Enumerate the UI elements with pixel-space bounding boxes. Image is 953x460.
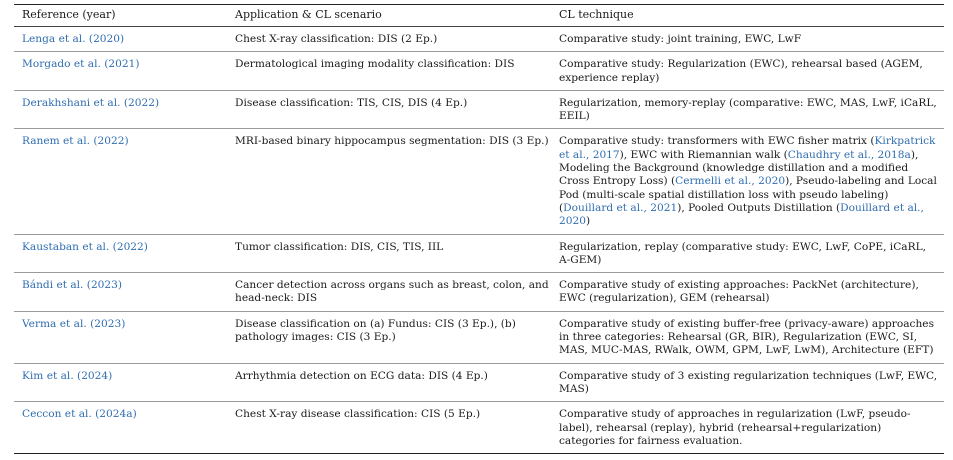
reference-author[interactable]: Ranem et al. ( — [22, 135, 98, 148]
application-cell: MRI-based binary hippocampus segmentation: DIS (3 Ep.) — [235, 135, 549, 148]
citation-link[interactable]: Cermelli et al., 2020 — [675, 175, 786, 188]
table-row — [14, 312, 944, 364]
reference-year[interactable]: 2020 — [93, 33, 121, 45]
technique-cell — [559, 58, 944, 85]
reference-year[interactable]: 2021 — [108, 58, 136, 71]
reference-author[interactable]: Verma et al. ( — [22, 317, 95, 330]
table-row — [14, 364, 944, 403]
reference-year[interactable]: 2023 — [94, 317, 122, 330]
citation-link[interactable]: Douillard et al., 2021 — [563, 201, 678, 214]
technique-text: ), EWC with Riemannian walk ( — [619, 148, 788, 161]
reference-cell[interactable] — [14, 135, 235, 228]
technique-cell — [559, 318, 944, 358]
technique-text: ), Pseudo-labeling and Local Pod (multi-scale spatial distillation loss with pseudo labeling) ( — [559, 175, 937, 214]
technique-text: Comparative study of existing buffer-free (privacy-aware) approaches in three categories: Rehearsal (GR, BIR), Regularization (EWC, SI, MAS, MUC-MAS, RWalk, OWM, GPM, LwF, LwM), Architecture (EFT) — [559, 317, 935, 357]
header-application: Application & CL scenario — [235, 8, 382, 21]
technique-text: ), Modeling the Background (knowledge distillation and a modified Cross Entropy Loss) ( — [559, 148, 919, 188]
technique-text: Regularization, memory-replay (comparative: EWC, MAS, LwF, iCaRL, EEIL) — [559, 96, 937, 123]
application-cell: Disease classification: TIS, CIS, DIS (4 Ep.) — [235, 96, 468, 109]
technique-text: Comparative study of approaches in regularization (LwF, pseudo-label), rehearsal (replay), hybrid (rehearsal+regularization) categories for fairness evaluation. — [559, 408, 911, 447]
cl-techniques-table — [14, 4, 944, 454]
reference-cell[interactable] — [14, 370, 235, 397]
reference-year[interactable]: 2024 — [81, 369, 109, 382]
technique-text: Comparative study of 3 existing regularization techniques (LwF, EWC, MAS) — [559, 369, 938, 395]
application-cell: Disease classification on (a) Fundus: CIS (3 Ep.), (b) pathology images: CIS (3 Ep.) — [235, 317, 516, 344]
reference-author[interactable]: Morgado et al. ( — [22, 58, 109, 71]
reference-close: ) — [120, 33, 125, 45]
reference-author[interactable]: Lenga et al. ( — [22, 33, 94, 45]
clipped-caption — [14, 0, 944, 2]
application-cell: Chest X-ray disease classification: CIS (5 Ep.) — [235, 408, 481, 421]
table-row — [14, 52, 944, 91]
table-header — [14, 5, 944, 26]
technique-text: Comparative study of existing approaches: PackNet (architecture), EWC (regularization), GEM (rehearsal) — [559, 279, 919, 305]
header-technique: CL technique — [559, 8, 634, 21]
table-row — [14, 27, 944, 52]
table-row — [14, 235, 944, 274]
reference-author[interactable]: Bándi et al. ( — [22, 279, 91, 292]
technique-cell — [559, 370, 944, 397]
reference-cell[interactable] — [14, 97, 235, 124]
table-row — [14, 402, 944, 454]
technique-cell — [559, 97, 944, 124]
reference-author[interactable]: Kim et al. ( — [22, 369, 82, 382]
table-body — [14, 27, 944, 454]
technique-text: Regularization, replay (comparative study: EWC, LwF, CoPE, iCaRL, A-GEM) — [559, 240, 926, 266]
reference-close: ) — [154, 96, 160, 109]
technique-cell — [559, 33, 944, 46]
technique-text: Comparative study: Regularization (EWC), rehearsal based (AGEM, experience replay) — [559, 58, 923, 84]
application-cell: Arrhythmia detection on ECG data: DIS (4 Ep.) — [235, 369, 488, 382]
technique-text: Comparative study: transformers with EWC fisher matrix ( — [559, 135, 875, 148]
reference-cell[interactable] — [14, 279, 235, 306]
reference-author[interactable]: Derakhshani et al. ( — [22, 96, 129, 109]
application-cell: Chest X-ray classification: DIS (2 Ep.) — [235, 33, 438, 45]
citation-link[interactable]: Chaudhry et al., 2018a — [787, 148, 911, 161]
reference-close: ) — [132, 408, 137, 421]
technique-cell — [559, 241, 944, 268]
header-reference: Reference (year) — [22, 8, 116, 21]
reference-year[interactable]: 2022 — [97, 135, 125, 148]
reference-close: ) — [117, 279, 123, 292]
citation-link[interactable]: Douillard et al., 2020 — [559, 201, 924, 228]
reference-cell[interactable] — [14, 58, 235, 85]
reference-close: ) — [108, 369, 113, 382]
reference-close: ) — [135, 58, 140, 71]
technique-cell — [559, 408, 944, 448]
reference-close: ) — [121, 317, 126, 330]
reference-author[interactable]: Ceccon et al. ( — [22, 408, 100, 421]
reference-close: ) — [143, 240, 148, 253]
technique-text: Comparative study: joint training, EWC, LwF — [559, 33, 802, 45]
reference-year[interactable]: 2023 — [90, 279, 118, 292]
reference-cell[interactable] — [14, 318, 235, 358]
reference-cell[interactable] — [14, 241, 235, 268]
application-cell: Tumor classification: DIS, CIS, TIS, IIL — [235, 240, 444, 253]
table-row — [14, 129, 944, 234]
application-cell: Cancer detection across organs such as breast, colon, and head-neck: DIS — [235, 279, 549, 305]
reference-author[interactable]: Kaustaban et al. ( — [22, 240, 117, 253]
reference-year[interactable]: 2024a — [99, 408, 133, 421]
reference-cell[interactable] — [14, 33, 235, 46]
reference-close: ) — [124, 135, 129, 148]
reference-year[interactable]: 2022 — [116, 240, 144, 253]
citation-link[interactable]: Kirkpatrick et al., 2017 — [559, 135, 936, 161]
technique-cell — [559, 135, 944, 228]
technique-cell — [559, 279, 944, 306]
table-row — [14, 273, 944, 312]
technique-text: ), Pooled Outputs Distillation ( — [677, 201, 841, 214]
reference-cell[interactable] — [14, 408, 235, 448]
table-row — [14, 91, 944, 130]
reference-year[interactable]: 2022 — [128, 96, 155, 109]
application-cell: Dermatological imaging modality classification: DIS — [235, 58, 515, 71]
technique-text: ) — [585, 215, 591, 228]
